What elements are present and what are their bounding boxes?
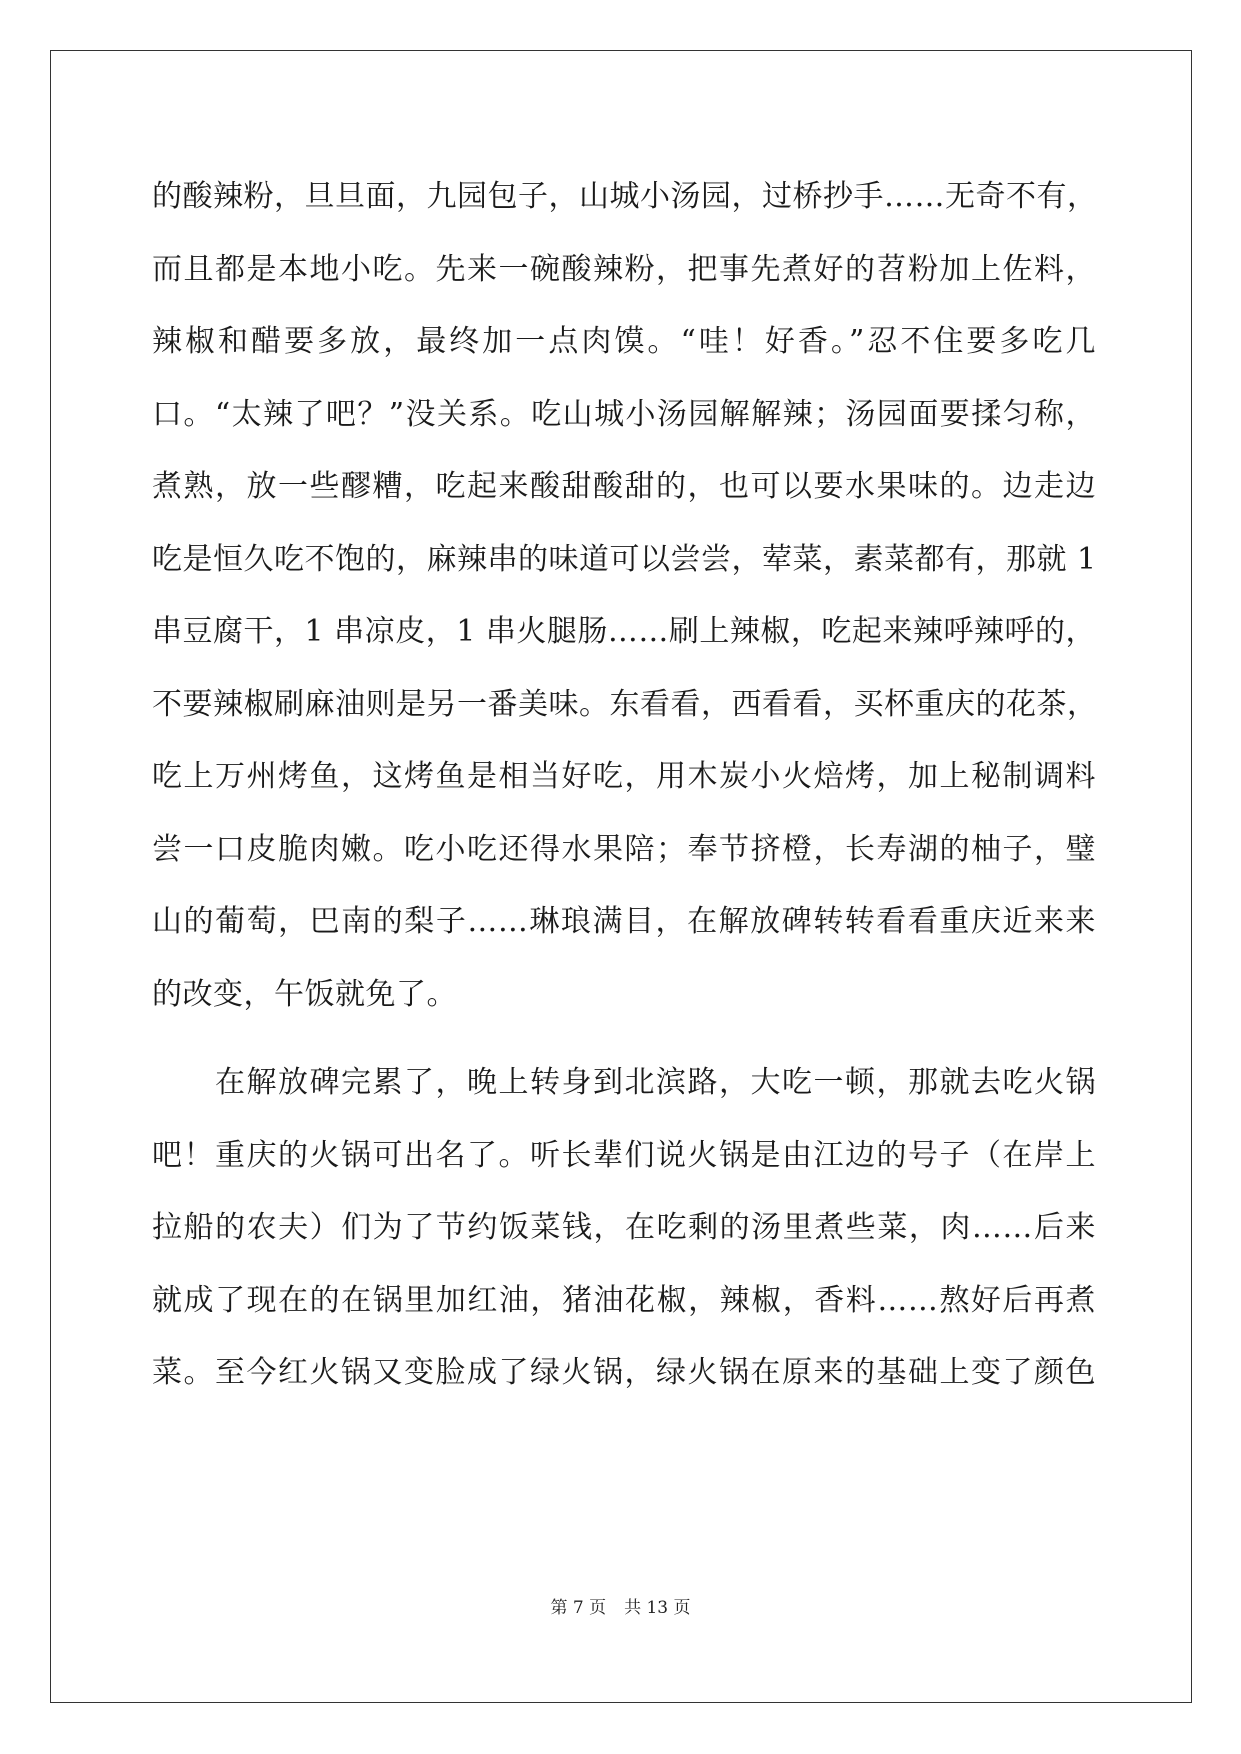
text-line: 的改变，午饭就免了。	[152, 976, 457, 1012]
paragraph-2	[152, 1047, 1096, 1410]
text-line: 口。“太辣了吧？”没关系。吃山城小汤园解解辣；汤园面要揉匀称，	[152, 396, 1096, 432]
text-line: 串豆腐干，1 串凉皮，1 串火腿肠……刷上辣椒，吃起来辣呼辣呼的，	[152, 614, 1096, 649]
text-line: 辣椒和醋要多放，最终加一点肉馍。“哇！好香。”忍不住要多吃几	[152, 324, 1096, 359]
page-footer	[0, 1593, 1241, 1618]
document-body	[152, 161, 1096, 1410]
text-line: 吧！重庆的火锅可出名了。听长辈们说火锅是由江边的号子（在岸上	[152, 1137, 1096, 1173]
text-line: 吃是恒久吃不饱的，麻辣串的味道可以尝尝，荤菜，素菜都有，那就 1	[152, 541, 1097, 577]
paragraph-1	[152, 161, 1096, 1031]
page-number: 第 7 页	[550, 1598, 607, 1618]
text-line: 尝一口皮脆肉嫩。吃小吃还得水果陪；奉节挤橙，长寿湖的柚子，璧	[152, 831, 1096, 867]
text-line: 不要辣椒刷麻油则是另一番美味。东看看，西看看，买杯重庆的花茶，	[152, 686, 1098, 722]
text-line: 吃上万州烤鱼，这烤鱼是相当好吃，用木炭小火焙烤，加上秘制调料	[152, 759, 1096, 794]
text-line: 就成了现在的在锅里加红油，猪油花椒，辣椒，香料……熬好后再煮	[152, 1282, 1096, 1318]
text-line: 拉船的农夫）们为了节约饭菜钱，在吃剩的汤里煮些菜，肉……后来	[152, 1210, 1096, 1245]
text-line: 在解放碑完累了，晚上转身到北滨路，大吃一顿，那就去吃火锅	[215, 1065, 1096, 1100]
page-total: 共 13 页	[624, 1598, 691, 1618]
text-line: 菜。至今红火锅又变脸成了绿火锅，绿火锅在原来的基础上变了颜色	[152, 1355, 1096, 1390]
text-line: 山的葡萄，巴南的梨子……琳琅满目，在解放碑转转看看重庆近来来	[152, 904, 1096, 939]
text-line: 煮熟，放一些醪糟，吃起来酸甜酸甜的，也可以要水果味的。边走边	[152, 469, 1096, 504]
text-line: 而且都是本地小吃。先来一碗酸辣粉，把事先煮好的苕粉加上佐料，	[152, 251, 1096, 287]
text-line: 的酸辣粉，旦旦面，九园包子，山城小汤园，过桥抄手……无奇不有，	[152, 179, 1098, 214]
